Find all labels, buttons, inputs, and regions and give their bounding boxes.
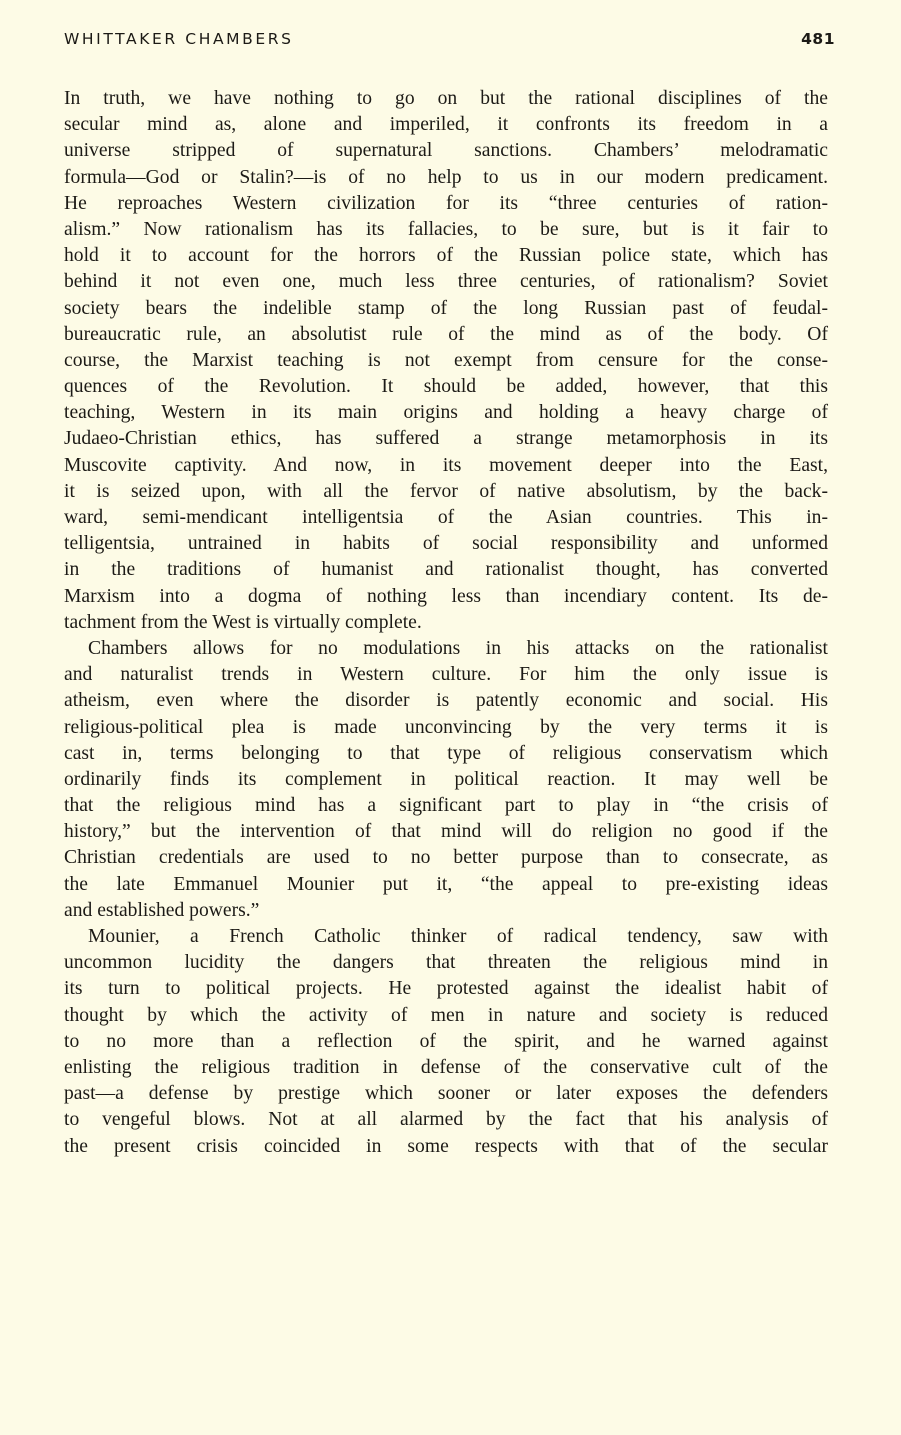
text-line: hold it to account for the horrors of the Russian police state, which has — [64, 245, 828, 267]
text-line: telligentsia, untrained in habits of social responsibility and unformed — [64, 533, 828, 555]
text-line: uncommon lucidity the dangers that threaten the religious mind in — [64, 952, 828, 974]
text-line: Mounier, a French Catholic thinker of radical tendency, saw with — [88, 926, 828, 947]
text-line: that the religious mind has a significant part to play in “the crisis of — [64, 795, 828, 817]
text-line: ordinarily finds its complement in political reaction. It may well be — [64, 768, 828, 790]
text-line: quences of the Revolution. It should be added, however, that this — [64, 376, 828, 398]
text-line: the present crisis coincided in some respects with that of the secular — [64, 1135, 828, 1157]
text-line: Marxism into a dogma of nothing less than incendiary content. Its de- — [64, 585, 828, 607]
text-line: to no more than a reflection of the spirit, and he warned against — [64, 1030, 828, 1052]
text-line: formula—God or Stalin?—is of no help to us in our modern predicament. — [64, 166, 828, 188]
text-line: its turn to political projects. He protested against the idealist habit of — [64, 978, 828, 1000]
text-line: Judaeo-Christian ethics, has suffered a strange metamorphosis in its — [64, 428, 828, 450]
text-line: In truth, we have nothing to go on but the rational disciplines of the — [64, 88, 828, 109]
running-head — [64, 30, 835, 60]
text-line: past—a defense by prestige which sooner or later exposes the defenders — [64, 1083, 828, 1105]
text-line: atheism, even where the disorder is patently economic and social. His — [64, 690, 828, 712]
text-line: universe stripped of supernatural sanctions. Chambers’ melodramatic — [64, 140, 828, 162]
text-line: Christian credentials are used to no better purpose than to consecrate, as — [64, 847, 828, 869]
text-line: enlisting the religious tradition in defense of the conservative cult of the — [64, 1056, 828, 1078]
text-line: bureaucratic rule, an absolutist rule of the mind as of the body. Of — [64, 323, 828, 345]
paragraph — [64, 924, 828, 1160]
text-line: the late Emmanuel Mounier put it, “the appeal to pre-existing ideas — [64, 873, 828, 895]
text-line: Chambers allows for no modulations in his attacks on the rationalist — [88, 637, 828, 659]
text-line: behind it not even one, much less three centuries, of rationalism? Soviet — [64, 271, 828, 293]
text-line: ward, semi-mendicant intelligentsia of the Asian countries. This in- — [64, 507, 828, 528]
text-line: it is seized upon, with all the fervor of native absolutism, by the back- — [64, 480, 828, 502]
body-text — [64, 86, 828, 1160]
text-line: religious-political plea is made unconvincing by the very terms it is — [64, 716, 828, 738]
text-line: to vengeful blows. Not at all alarmed by the fact that his analysis of — [64, 1109, 828, 1131]
running-title: WHITTAKER CHAMBERS — [64, 30, 294, 48]
text-line: alism.” Now rationalism has its fallacies, to be sure, but is it fair to — [64, 218, 828, 240]
page-number: 481 — [801, 30, 835, 48]
text-line: in the traditions of humanist and rationalist thought, has converted — [64, 559, 828, 581]
text-line: tachment from the West is virtually complete. — [64, 611, 422, 633]
text-line: cast in, terms belonging to that type of religious conservatism which — [64, 742, 828, 764]
paragraph — [64, 636, 828, 924]
text-line: Muscovite captivity. And now, in its movement deeper into the East, — [64, 454, 828, 476]
text-line: and naturalist trends in Western culture. For him the only issue is — [64, 664, 828, 686]
text-line: society bears the indelible stamp of the long Russian past of feudal- — [64, 297, 828, 319]
text-line: secular mind as, alone and imperiled, it confronts its freedom in a — [64, 114, 828, 136]
text-line: course, the Marxist teaching is not exempt from censure for the conse- — [64, 349, 828, 371]
text-line: teaching, Western in its main origins and holding a heavy charge of — [64, 402, 828, 424]
paragraph — [64, 86, 828, 636]
text-line: thought by which the activity of men in nature and society is reduced — [64, 1004, 828, 1026]
text-line: He reproaches Western civilization for its “three centuries of ration- — [64, 192, 828, 214]
text-line: history,” but the intervention of that mind will do religion no good if the — [64, 821, 828, 843]
text-line: and established powers.” — [64, 899, 260, 921]
